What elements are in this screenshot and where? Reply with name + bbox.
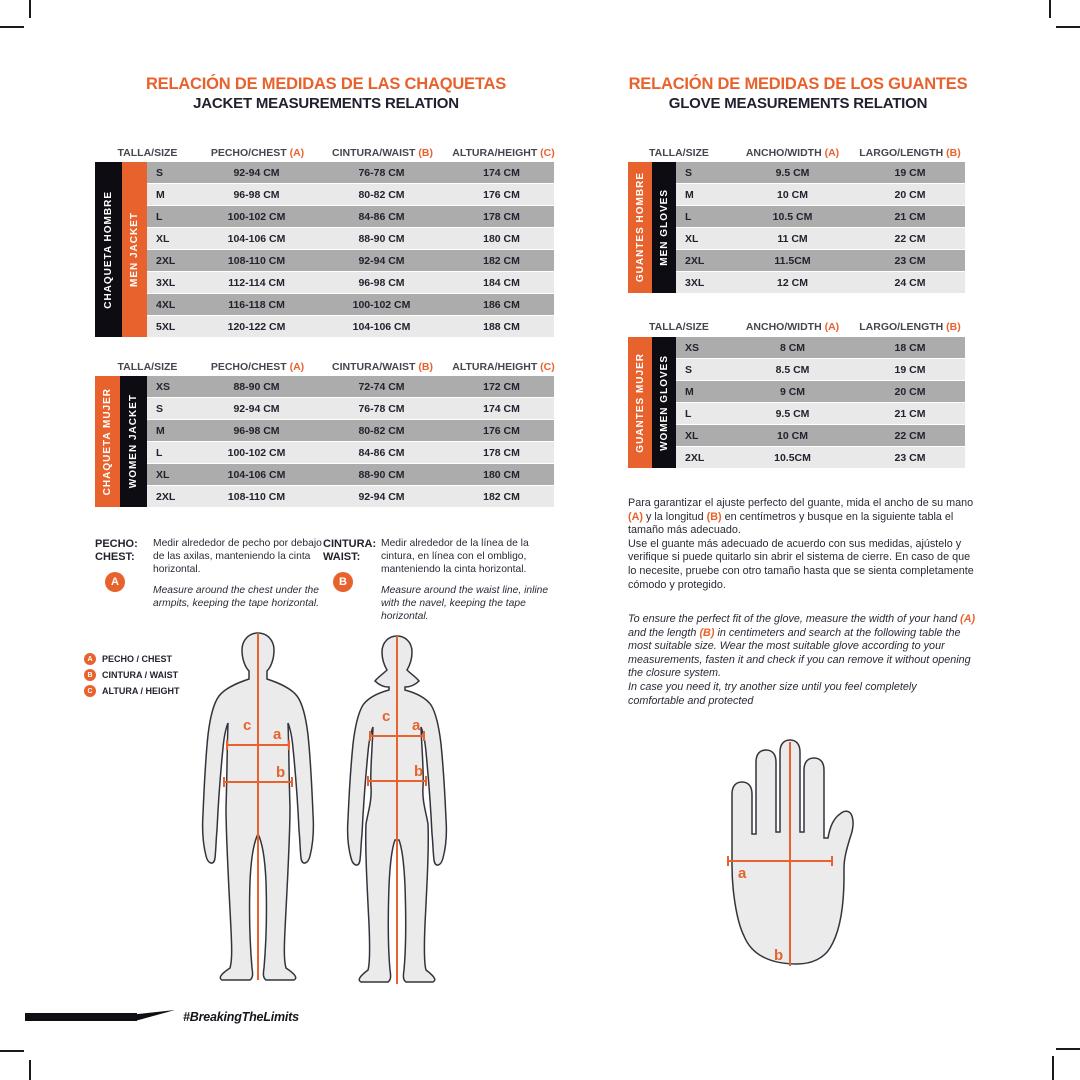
brand-logo	[25, 1008, 175, 1026]
gloves-title	[628, 74, 968, 113]
value-cell: 176 CM	[483, 188, 520, 201]
value-cell: 22 CM	[894, 232, 926, 245]
women-jacket-table-header	[95, 357, 557, 373]
column-header: ALTURA/HEIGHT (C)	[452, 361, 555, 373]
value-cell: 10.5CM	[774, 451, 811, 464]
legend-letter-a: A	[84, 653, 96, 665]
size-cell: 2XL	[156, 254, 176, 267]
value-cell: 92-94 CM	[233, 402, 280, 415]
size-cell: XL	[685, 232, 699, 245]
value-cell: 92-94 CM	[358, 490, 405, 503]
crop-mark	[1049, 0, 1051, 18]
column-header: LARGO/LENGTH (B)	[859, 147, 961, 159]
size-cell: L	[156, 210, 163, 223]
value-cell: 100-102 CM	[227, 210, 286, 223]
value-cell: 20 CM	[894, 188, 926, 201]
value-cell: 186 CM	[483, 298, 520, 311]
crop-mark	[0, 26, 24, 28]
side-bar-es	[628, 337, 652, 468]
table-row	[147, 442, 554, 463]
value-cell: 9.5 CM	[775, 166, 810, 179]
label-a: a	[738, 865, 747, 882]
column-header: TALLA/SIZE	[117, 361, 178, 373]
size-cell: 2XL	[156, 490, 176, 503]
size-cell: S	[156, 166, 164, 179]
side-label-es: CHAQUETA MUJER	[102, 387, 113, 496]
value-cell: 10.5 CM	[772, 210, 813, 223]
waist-note	[323, 538, 561, 624]
label-c: c	[382, 708, 391, 725]
value-cell: 11 CM	[777, 232, 808, 245]
table-row	[676, 425, 965, 446]
chest-note	[95, 538, 327, 611]
side-bar-es	[95, 376, 120, 507]
value-cell: 8 CM	[779, 341, 806, 354]
value-cell: 8.5 CM	[775, 363, 810, 376]
column-header: ANCHO/WIDTH (A)	[745, 147, 840, 159]
table-row	[147, 250, 554, 271]
value-cell: 23 CM	[894, 254, 926, 267]
column-letter: (B)	[415, 147, 433, 159]
table-row	[676, 447, 965, 468]
size-cell: 2XL	[685, 254, 705, 267]
men-gloves-table-header	[628, 143, 965, 159]
column-header: LARGO/LENGTH (B)	[859, 321, 961, 333]
value-cell: 22 CM	[894, 429, 926, 442]
legend-letter-b: B	[84, 669, 96, 681]
chest-note-label	[95, 538, 153, 611]
value-cell: 9 CM	[779, 385, 806, 398]
size-cell: S	[685, 166, 693, 179]
women-gloves-table-header	[628, 317, 965, 333]
crop-mark	[29, 1060, 31, 1080]
column-header: TALLA/SIZE	[117, 147, 178, 159]
side-bar-en	[652, 337, 676, 468]
label-a: a	[273, 726, 282, 743]
measurement-legend	[84, 653, 180, 697]
value-cell: 24 CM	[894, 276, 926, 289]
table-row	[147, 376, 554, 397]
women-jacket-side-bars	[95, 376, 147, 507]
size-cell: M	[156, 188, 165, 201]
value-cell: 84-86 CM	[358, 446, 405, 459]
legend-item-height	[84, 685, 180, 697]
women-gloves-rows	[676, 337, 965, 468]
value-cell: 18 CM	[894, 341, 926, 354]
value-cell: 21 CM	[894, 210, 926, 223]
chest-text-en: Measure around the chest under the armpits, keeping the tape horizontal.	[153, 585, 320, 610]
label-b: b	[774, 947, 784, 964]
value-cell: 76-78 CM	[358, 402, 405, 415]
value-cell: 180 CM	[483, 468, 520, 481]
value-cell: 76-78 CM	[358, 166, 405, 179]
column-letter: (A)	[821, 147, 840, 159]
table-row	[147, 316, 554, 337]
value-cell: 92-94 CM	[233, 166, 280, 179]
value-cell: 120-122 CM	[227, 320, 286, 333]
crop-mark	[0, 1050, 24, 1052]
column-letter: (B)	[415, 361, 433, 373]
column-letter: (A)	[821, 321, 840, 333]
column-header: PECHO/CHEST (A)	[210, 361, 305, 373]
table-row	[676, 206, 965, 227]
legend-item-chest	[84, 653, 180, 665]
value-cell: 108-110 CM	[227, 254, 286, 267]
size-cell: 5XL	[156, 320, 176, 333]
value-cell: 21 CM	[894, 407, 926, 420]
waist-text-es: Medir alrededor de la línea de la cintura, en línea con el ombligo, manteniendo la cinta horizontal.	[381, 538, 529, 575]
value-cell: 100-102 CM	[352, 298, 411, 311]
column-letter: (C)	[537, 361, 555, 373]
value-cell: 100-102 CM	[227, 446, 286, 459]
column-header: CINTURA/WAIST (B)	[332, 361, 433, 373]
crop-mark	[1052, 1056, 1054, 1080]
legend-item-waist	[84, 669, 180, 681]
jackets-title-es: RELACIÓN DE MEDIDAS DE LAS CHAQUETAS	[145, 75, 507, 93]
table-row	[147, 486, 554, 507]
value-cell: 104-106 CM	[227, 232, 286, 245]
value-cell: 182 CM	[483, 254, 520, 267]
men-gloves-table	[628, 162, 965, 293]
value-cell: 88-90 CM	[358, 232, 405, 245]
value-cell: 174 CM	[483, 166, 520, 179]
table-row	[676, 250, 965, 271]
men-gloves-rows	[676, 162, 965, 293]
table-row	[147, 272, 554, 293]
waist-text-en: Measure around the waist line, inline with the navel, keeping the tape horizontal.	[381, 585, 549, 622]
men-gloves-side-bars	[628, 162, 676, 293]
waist-label-en: WAIST:	[323, 551, 361, 563]
size-cell: 3XL	[685, 276, 705, 289]
size-cell: XL	[156, 232, 170, 245]
jackets-title	[95, 74, 557, 113]
value-cell: 23 CM	[894, 451, 926, 464]
size-cell: L	[685, 407, 692, 420]
table-row	[676, 272, 965, 293]
men-jacket-side-bars	[95, 162, 147, 337]
crop-mark	[29, 0, 31, 18]
legend-label-waist: CINTURA / WAIST	[102, 670, 179, 680]
label-b: b	[414, 763, 424, 780]
table-row	[147, 228, 554, 249]
value-cell: 116-118 CM	[228, 298, 285, 311]
column-header: CINTURA/WAIST (B)	[332, 147, 433, 159]
table-row	[147, 464, 554, 485]
men-jacket-rows	[147, 162, 554, 337]
size-cell: L	[685, 210, 692, 223]
table-row	[147, 206, 554, 227]
chest-text-es: Medir alrededor de pecho por debajo de las axilas, manteniendo la cinta horizontal.	[153, 538, 322, 575]
side-label-en: MEN GLOVES	[658, 189, 670, 266]
glove-fit-text-en: To ensure the perfect fit of the glove, measure the width of your hand (A) and the length (B) in centimeters and search at the following table the most suitable size. Wear the most suitable glove according to your measurements, fasten it and check if you can remove it without opening the closure system. In case you need it, try another size until you feel completely comfortable and protected	[628, 613, 976, 707]
column-letter: (C)	[537, 147, 555, 159]
brand-logo-swoosh	[129, 1010, 175, 1021]
side-label-en: WOMEN JACKET	[128, 394, 139, 489]
side-label-es: GUANTES HOMBRE	[634, 172, 646, 283]
label-b: b	[276, 764, 286, 781]
size-cell: 3XL	[156, 276, 176, 289]
gloves-title-es: RELACIÓN DE MEDIDAS DE LOS GUANTES	[628, 75, 968, 93]
side-bar-en	[120, 376, 147, 507]
size-cell: M	[156, 424, 165, 437]
men-jacket-table-header	[95, 143, 557, 159]
women-jacket-rows	[147, 376, 554, 507]
value-cell: 178 CM	[483, 446, 520, 459]
waist-letter-badge: B	[333, 572, 353, 592]
table-row	[147, 294, 554, 315]
chest-letter-badge: A	[105, 572, 125, 592]
value-cell: 96-98 CM	[358, 276, 405, 289]
value-cell: 188 CM	[483, 320, 520, 333]
value-cell: 176 CM	[483, 424, 520, 437]
size-cell: XS	[156, 380, 171, 393]
crop-mark	[1056, 26, 1080, 28]
label-c: c	[243, 717, 252, 734]
table-row	[676, 162, 965, 183]
table-row	[676, 381, 965, 402]
female-figure	[322, 633, 472, 988]
brand-logo-bar	[25, 1013, 137, 1021]
size-cell: S	[156, 402, 164, 415]
value-cell: 10 CM	[777, 188, 808, 201]
hashtag-text: #BreakingTheLimits	[183, 1010, 299, 1024]
table-row	[147, 420, 554, 441]
hand-figure	[712, 726, 882, 976]
table-row	[147, 162, 554, 183]
column-header: TALLA/SIZE	[649, 147, 709, 159]
women-gloves-side-bars	[628, 337, 676, 468]
size-cell: XL	[685, 429, 699, 442]
side-label-en: MEN JACKET	[129, 211, 140, 287]
value-cell: 10 CM	[777, 429, 808, 442]
side-label-es: GUANTES MUJER	[634, 352, 646, 453]
size-cell: L	[156, 446, 163, 459]
table-row	[147, 398, 554, 419]
value-cell: 80-82 CM	[358, 188, 405, 201]
size-cell: M	[685, 385, 694, 398]
size-cell: M	[685, 188, 694, 201]
size-cell: 2XL	[685, 451, 705, 464]
legend-label-height: ALTURA / HEIGHT	[102, 686, 180, 696]
side-label-en: WOMEN GLOVES	[658, 354, 670, 451]
value-cell: 104-106 CM	[227, 468, 286, 481]
table-row	[147, 184, 554, 205]
column-header: ALTURA/HEIGHT (C)	[452, 147, 555, 159]
value-cell: 174 CM	[483, 402, 520, 415]
size-cell: XL	[156, 468, 170, 481]
value-cell: 178 CM	[483, 210, 520, 223]
hand-silhouette	[732, 740, 853, 964]
value-cell: 19 CM	[894, 363, 926, 376]
glove-fit-text-es: Para garantizar el ajuste perfecto del guante, mida el ancho de su mano (A) y la longitud (B) en centímetros y busque en la siguiente tabla el tamaño más adecuado. Use el guante más adecuado de acuerdo con sus medidas, ajústelo y verifique si puede quitarlo sin abrir el sistema de cierre. En caso de que lo necesite, pruebe con otro tamaño hasta que se sienta completamente cómodo y protegido.	[628, 497, 974, 591]
value-cell: 11.5CM	[774, 254, 811, 267]
waist-label-es: CINTURA:	[323, 538, 377, 550]
value-cell: 172 CM	[483, 380, 520, 393]
size-cell: 4XL	[156, 298, 176, 311]
waist-note-label	[323, 538, 381, 624]
value-cell: 9.5 CM	[775, 407, 810, 420]
column-header: ANCHO/WIDTH (A)	[745, 321, 840, 333]
value-cell: 19 CM	[894, 166, 926, 179]
male-figure	[183, 630, 333, 988]
table-row	[676, 228, 965, 249]
column-letter: (A)	[286, 361, 305, 373]
side-bar-en	[122, 162, 147, 337]
value-cell: 92-94 CM	[358, 254, 405, 267]
chest-note-text	[153, 538, 327, 611]
side-label-es: CHAQUETA HOMBRE	[103, 190, 114, 309]
side-bar-en	[652, 162, 676, 293]
value-cell: 108-110 CM	[227, 490, 286, 503]
label-a: a	[412, 717, 421, 734]
column-letter: (B)	[943, 321, 961, 333]
value-cell: 182 CM	[483, 490, 520, 503]
side-bar-es	[628, 162, 652, 293]
value-cell: 84-86 CM	[358, 210, 405, 223]
footer	[25, 1008, 299, 1026]
legend-letter-c: C	[84, 685, 96, 697]
value-cell: 96-98 CM	[233, 424, 280, 437]
value-cell: 112-114 CM	[228, 276, 285, 289]
size-cell: S	[685, 363, 693, 376]
table-row	[676, 359, 965, 380]
value-cell: 96-98 CM	[233, 188, 280, 201]
women-jacket-table	[95, 376, 554, 507]
side-bar-es	[95, 162, 122, 337]
column-letter: (B)	[943, 147, 961, 159]
table-row	[676, 403, 965, 424]
value-cell: 88-90 CM	[233, 380, 280, 393]
women-gloves-table	[628, 337, 965, 468]
value-cell: 180 CM	[483, 232, 520, 245]
chest-label-es: PECHO:	[95, 538, 138, 550]
waist-note-text	[381, 538, 561, 624]
value-cell: 80-82 CM	[358, 424, 405, 437]
crop-mark	[1056, 1048, 1080, 1050]
jackets-title-en: JACKET MEASUREMENTS RELATION	[193, 95, 459, 112]
legend-label-chest: PECHO / CHEST	[102, 654, 173, 664]
value-cell: 12 CM	[777, 276, 808, 289]
value-cell: 20 CM	[894, 385, 926, 398]
chest-label-en: CHEST:	[95, 551, 135, 563]
value-cell: 104-106 CM	[352, 320, 411, 333]
value-cell: 184 CM	[483, 276, 520, 289]
column-header: TALLA/SIZE	[649, 321, 709, 333]
table-row	[676, 337, 965, 358]
men-jacket-table	[95, 162, 554, 337]
column-letter: (A)	[286, 147, 305, 159]
table-row	[676, 184, 965, 205]
value-cell: 72-74 CM	[358, 380, 405, 393]
gloves-title-en: GLOVE MEASUREMENTS RELATION	[668, 95, 928, 112]
column-header: PECHO/CHEST (A)	[210, 147, 305, 159]
value-cell: 88-90 CM	[358, 468, 405, 481]
size-cell: XS	[685, 341, 700, 354]
